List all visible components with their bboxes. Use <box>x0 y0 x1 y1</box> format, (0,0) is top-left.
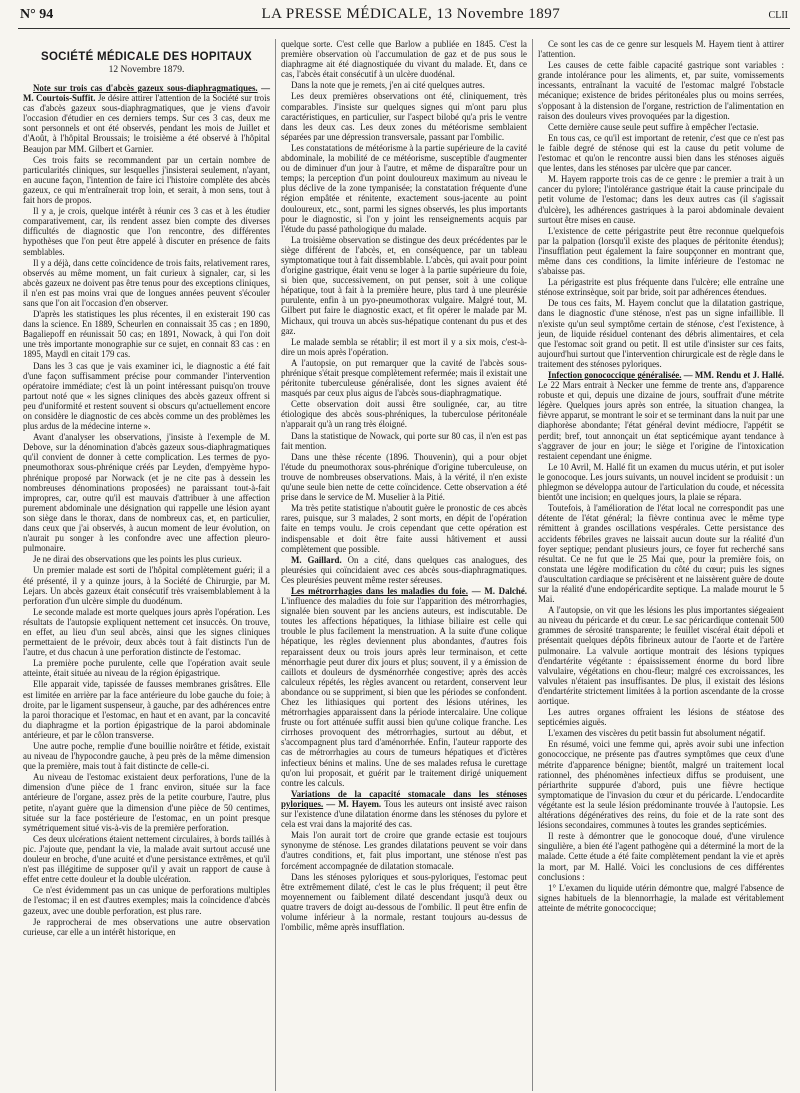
article-paragraph <box>281 586 527 788</box>
article-title: Note sur trois cas d'abcès gazeux sous-diaphragmatiques. <box>33 83 258 93</box>
journal-title-date: LA PRESSE MÉDICALE, 13 Novembre 1897 <box>261 6 561 22</box>
paragraph: quelque sorte. C'est celle que Barlow a publiée en 1845. C'est la première observation où l'accumulation de gaz et de pus sous le diaphragme ait été diagnostiquée du vivant du malade. Et, dans ce cas, l'abcès était consécutif à un ulcère duodénal. <box>281 39 527 80</box>
paragraph: Dans la statistique de Nowack, qui porte sur 80 cas, il n'en est pas fait mention. <box>281 430 527 451</box>
page-number: N° 94 <box>20 7 54 22</box>
paragraph: Ma très petite statistique n'aboutit guère le pronostic de ces abcès rares, puisque, sur 3 malades, 2 sont morts, en dépit de l'opération faite en temps voulu. Je crois cependant que cette opération est indispensable et doit être faite aussi hâtivement et aussi complètement que possible. <box>281 503 527 554</box>
column-1 <box>18 39 275 1091</box>
paragraph: Ces trois faits se recommandent par un certain nombre de particularités cliniques, sur lesquelles j'insisterai seulement, n'ayant, en aucune façon, l'intention de faire ici l'histoire complète des abcès gazeux, ce qui m'entraînerait trop loin, et serait, à mon sens, tout à fait hors de propos. <box>23 154 270 206</box>
paragraph: Cette observation doit aussi être soulignée, car, au titre étiologique des abcès sous-phréniques, la tuberculose péritonéale n'apparait qu'à un rang très éloigné. <box>281 399 527 430</box>
article-title: Variations de la capacité stomacale dans les sténoses pyloriques. <box>281 788 527 809</box>
article-paragraph <box>281 789 527 829</box>
paragraph: En résumé, voici une femme qui, après avoir subi une infection gonococcique, ne présente pas d'autres symptômes que ceux d'une métrite d'apparence bénigne; bientôt, malgré un traitement local rationnel, des phénomènes infectieux diffus se produisent, une périarthrite suppurée d'abord, puis une fièvre hectique symptomatique de l'invasion du cœur et du péricarde. L'endocardite végétante est la seule lésion prédominante trouvée à l'autopsie. Les altérations dégénératives des reins, du foie et de la rate sont des lésions secondaires, communes à toutes les grandes septicémies. <box>538 739 784 831</box>
paragraph: Le 10 Avril, M. Hallé fit un examen du mucus utérin, et put isoler le gonocoque. Les jours suivants, un nouvel incident se produisit : un phlegmon se développa autour de l'articulation du coude, et nécessita bientôt une incision; en quelques jours, la plaie se répara. <box>538 461 784 503</box>
article-text: On a cité, dans quelques cas analogues, des pleurésies qui coïncidaient avec ces abcès sous-diaphragmatiques. Ces pleurésies peuvent même rester séreuses. <box>281 554 528 585</box>
article-author: — M. Dalché. <box>471 585 528 596</box>
paragraph: Les deux premières observations ont été, cliniquement, très comparables. J'insiste sur quelques signes qui m'ont paru plus caractéristiques, en particulier, sur l'aspect bilobé qu'a pris le ventre dans les deux cas. Les deux zones du météorisme semblaient séparées par une dépression transversale, passant par l'ombilic. <box>281 91 527 142</box>
article-text: Tous les auteurs ont insisté avec raison sur l'existence d'une dilatation énorme dans les sténoses du pylore et cela est vrai dans la majorité des cas. <box>281 798 527 830</box>
article-paragraph <box>281 555 527 585</box>
article-text: Je désire attirer l'attention de la Société sur trois cas d'abcès gazeux sous-diaphragmatiques, que je viens d'avoir l'occasion d'étudier en ces derniers temps. Sur ces 3 cas, deux me sont personnels et ont été observés, pendant les mois de Juillet et d'Août, à l'hôpital Broussais; le troisième a été observé à l'hôpital Beaujon par MM. Gilbert et Garnier. <box>23 93 271 154</box>
folio-number: CLII <box>768 10 788 21</box>
paragraph: Les causes de cette faible capacité gastrique sont variables : grande intolérance pour les aliments, et, par suite, vomissements incessants, entraînant la vacuité de l'estomac malgré l'obstacle mécanique; existence de brides péritonéales plus ou moins serrées, s'opposant à la distension de l'organe, restriction de l'alimentation en raison des douleurs vives provoquées par la digestion. <box>538 60 784 121</box>
paragraph: De tous ces faits, M. Hayem conclut que la dilatation gastrique, dans le diagnostic d'une sténose, n'est pas un signe infaillible. Il n'existe qu'un seul symptôme certain de sténose, c'est l'existence, à jeun, de liquide résiduel contenant des débris alimentaires, et cela que l'estomac soit grand ou petit. Il est utile d'insister sur ces faits, aujourd'hui surtout que l'intervention chirurgicale est de règle dans le traitement des sténoses pyloriques. <box>538 298 784 369</box>
article-author: — M. Courtois-Suffit. <box>23 83 271 104</box>
paragraph: A l'autopsie, on vit que les lésions les plus importantes siégeaient au niveau du péricarde et du cœur. Le sac péricardique contenait 500 grammes de sérosité transparente; le feuillet viscéral était dépoli et présentait quelques dépôts fibrineux autour de l'aorte et de l'artère pulmonaire. La valvule aortique montrait des lésions typiques d'endartérite végétante : épaississement énorme du bord libre valvulaire, végétations en chou-fleur; malgré ces excroissances, les valvules n'étaient pas insuffisantes. De plus, il existait des lésions d'endartérite strictement limitées à la portion ascendante de la crosse aortique. <box>538 605 784 706</box>
article-paragraph <box>23 83 270 154</box>
paragraph: Dans la note que je remets, j'en ai cité quelques autres. <box>291 80 485 91</box>
paragraph: Toutefois, à l'amélioration de l'état local ne correspondit pas une détente de l'état général; la fièvre continua avec le même type rémittent à grandes oscillations vespérales. Cette persistance des accidents fébriles graves ne laissait aucun doute sur la réalité d'un foyer septique; pendant plusieurs jours, ce foyer fut recherché sans résultat. Ce ne fut que le 25 Mai que, pour la première fois, on constata une légère modification du côté du cœur; puis les signes d'auscultation cardiaque se précisèrent et ne laissèrent guère de doute sur la réalité d'une endopéricardite septique. La malade mourut le 5 Mai. <box>538 503 784 605</box>
paragraph: Au niveau de l'estomac existaient deux perforations, l'une de la dimension d'une pièce de 1 franc environ, située sur la face antérieure de l'organe, assez près de la petite courbure, l'autre, plus petite, n'ayant guère que la dimension d'une pièce de 50 centimes, située sur la face postérieure de l'estomac, en un point presque symétriquement situé vis-à-vis de la première perforation. <box>23 772 270 833</box>
page-header <box>18 6 790 29</box>
paragraph: Dans les 3 cas que je vais examiner ici, le diagnostic a été fait d'une façon suffisamment précise pour commander l'intervention opératoire immédiate; c'est là un point intéressant puisqu'on trouve partout noté que « les signes cliniques des abcès gazeux offrent si peu d'uniformité et restent souvent si obscurs qu'actuellement encore on considère le diagnostic de ces abcès comme un des problèmes les plus ardus de la médecine interne ». <box>23 360 270 432</box>
paragraph: Les constatations de météorisme à la partie supérieure de la cavité abdominale, la mobilité de ce météorisme, susceptible d'augmenter ou de diminuer d'un jour à l'autre, et même de disparaître pour un temps; la perception d'un point douloureux maximum au niveau le plus déclive de la zone tympanisée; la constatation fréquente d'une région empâtée et rénitente, exactement sous-jacente au point douloureux, etc., sont, parmi les signes observés, les plus importants pour le diagnostic, si l'on y joint les renseignements acquis par l'étude du passé pathologique du malade. <box>281 142 527 234</box>
text-columns <box>18 39 790 1091</box>
paragraph: Un premier malade est sorti de l'hôpital complètement guéri; il a été présenté, il y a quinze jours, à la Société de Chirurgie, par M. Lejars. Un abcès gazeux était consécutif très vraisemblablement à la perforation d'un ulcère simple du duodénum. <box>23 565 270 606</box>
paragraph: Le malade sembla se rétablir; il est mort il y a six mois, c'est-à-dire un mois après l'opération. <box>281 336 527 357</box>
paragraph: Ce n'est évidemment pas un cas unique de perforations multiples de l'estomac; il en est d'autres exemples; mais la coïncidence d'abcès gazeux, avec une double perforation, est plus rare. <box>23 885 270 916</box>
paragraph: Il y a, je crois, quelque intérêt à réunir ces 3 cas et à les étudier comparativement, car, ils rendent assez bien compte des diverses difficultés de diagnostic que l'on rencontre, des différentes hypothèses que l'on peut être appelé à discuter en présence de faits semblables. <box>23 206 270 257</box>
paragraph: Ce sont les cas de ce genre sur lesquels M. Hayem tient à attirer l'attention. <box>538 39 784 60</box>
paragraph: 1° L'examen du liquide utérin démontre que, malgré l'absence de signes habituels de la blennorrhagie, la malade est véritablement atteinte de métrite gonococcique; <box>538 882 784 913</box>
paragraph: La périgastrite est plus fréquente dans l'ulcère; elle entraîne une sténose extrinsèque, soit par bride, soit par adhérences étendues. <box>538 277 784 298</box>
article-paragraph <box>538 370 784 461</box>
paragraph: En tous cas, ce qu'il est important de retenir, c'est que ce n'est pas le faible degré de sténose qui est la cause du petit volume de l'estomac et qu'on le rencontre aussi bien dans les sténoses aiguës que lentes, dans les sténoses par ulcère que par cancer. <box>538 132 784 174</box>
paragraph: M. Hayem rapporte trois cas de ce genre : le premier a trait à un cancer du pylore; l'intolérance gastrique était la cause principale du petit volume de l'estomac; dans les deux autres cas (il s'agissait d'ulcère), les adhérences gastriques à la paroi abdominale devaient surtout être mises en cause. <box>538 174 784 225</box>
article-author: — M. Hayem. <box>326 798 382 809</box>
paragraph: Il y a déjà, dans cette coïncidence de trois faits, relativement rares, observés au même moment, un fait curieux à signaler, car, si les abcès gazeux ne doivent pas être tenus pour des exceptions cliniques, il n'en est pas moins vrai que de longues années peuvent s'écouler sans que l'on ait l'occasion d'en observer. <box>23 257 270 308</box>
paragraph: L'examen des viscères du petit bassin fut absolument négatif. <box>548 728 766 739</box>
paragraph: Elle apparait vide, tapissée de fausses membranes grisâtres. Elle est limitée en arrière par la face antérieure du lobe gauche du foie; à droite, par le ligament suspenseur, à gauche, par des adhérences entre la paroi thoracique et l'estomac, en haut et en avant, par la concavité du diaphragme et la portion épigastrique de la paroi abdominale antérieure, et par le côlon transverse. <box>23 679 270 740</box>
paragraph: Le seconde malade est morte quelques jours après l'opération. Les résultats de l'autopsie expliquent nettement cet insuccès. On trouve, en effet, au lieu d'un seul abcès, ainsi que les signes cliniques permettaient de le prévoir, deux abcès tout à fait distincts l'un de l'autre, et dus chacun à une perforation distincte de l'estomac. <box>23 606 270 658</box>
paragraph: Je rapprocherai de mes observations une autre observation curieuse, car elle a un intérêt historique, en <box>23 916 270 937</box>
article-text: L'influence des maladies du foie sur l'apparition des métrorrhagies, signalée bien souvent par les anciens auteurs, est indiscutable. De toutes les affections hépatiques, la lithiase biliaire est celle qui trouble le plus facilement la menstruation. A la suite d'une colique hépatique, les règles deviennent plus abondantes, d'autres fois reparaissent deux ou trois jours après leur terminaison, et cette ménorrhagie peut durer dix jours et plus; souvent, il y a émission de caillots et douleurs de dysménorrhée congestive; après des accès calculeux répétés, les règles avancent ou retardent, conservent leur abondance ou se suppriment, si bien que les périodes se confondent. Chez les lithiasiques qui portent des lésions utérines, les métrorrhagies apparaissent dans la période intercalaire. Une colique fruste ou fort atténuée suffit aussi bien qu'une colique franche. Les cirrhoses provoquent des métrorrhagies, surtout au début, et s'accompagnent plus tard d'aménorrhée. Enfin, l'auteur rapporte des cas de métrorrhagies au cours de tumeurs hépatiques et d'ictères infectieux bénins et malins. Une de ses malades refusa le curettage qu'on lui proposait, et guérit par le traitement dirigé uniquement contre les calculs. <box>281 596 527 788</box>
paragraph: Dans une thèse récente (1896. Thouvenin), qui a pour objet l'étude du pneumothorax sous-phrénique d'origine tuberculeuse, on trouve de nombreuses observations. Mais, à la vérité, il n'en existe qu'une seule bien nette de cette coïncidence. Cette observation a été prise dans le service de M. Muselier à la Pitié. <box>281 451 527 503</box>
paragraph: Je ne dirai des observations que les points les plus curieux. <box>33 554 242 565</box>
section-title: SOCIÉTÉ MÉDICALE DES HOPITAUX <box>40 51 253 63</box>
article-author: M. Gaillard. <box>291 554 342 565</box>
article-title: Infection gonococcique généralisée. <box>548 370 682 380</box>
column-3 <box>532 39 789 1091</box>
paragraph: Cette dernière cause seule peut suffire à empêcher l'ectasie. <box>548 121 759 132</box>
paragraph: L'existence de cette périgastrite peut être reconnue quelquefois par la palpation (lorsqu'il existe des plaques de péritonite étendus); l'insufflation peut également la faire soupçonner en montrant que, même dans ces conditions, la limite inférieure de l'estomac ne s'abaisse pas. <box>538 225 784 277</box>
paragraph: Avant d'analyser les observations, j'insiste à l'exemple de M. Debove, sur la dénomination d'abcès gazeux sous-diaphragmatiques qu'il convient de donner à cette complication. Les termes de pyo-pneumothorax sous-phrénique créés par Leyden, d'empyème hypo-phrénique proposé par Norwack (et je ne cite pas à dessein les nombreuses dénominations proposées) ne paraissant tout-à-fait impropres, car, outre qu'il est mauvais d'attribuer à une affection purement abdominale une désignation qui rappelle une lésion ayant son siège dans le thorax, dans de nombreux cas, et, en particulier, dans ceux que j'ai observés, à aucun moment de leur évolution, on n'aurait pu songer à les confondre avec une affection pleuro-pulmonaire. <box>23 432 270 554</box>
section-date: 12 Novembre 1879. <box>108 65 185 75</box>
paragraph: La première poche purulente, celle que l'opération avait seule atteinte, était située au niveau de la région épigastrique. <box>23 658 270 679</box>
article-text: Le 22 Mars entrait à Necker une femme de trente ans, d'apparence robuste et qui, depuis une dizaine de jours, souffrait d'une métrite légère. Quelques jours après son entrée, la situation changea, la fièvre apparut, se montrant le soir et se terminant dans la nuit par une diaphorèse abondante; l'état général devint médiocre, l'appétit se perdit; bref, tout annonçait un état septicémique ayant tendance à s'aggraver de jour en jour; le siège et l'origine de l'intoxication restaient cependant une énigme. <box>538 380 784 461</box>
article-author: — MM. Rendu et J. Hallé. <box>683 370 784 380</box>
paragraph: Ces deux ulcérations étaient nettement circulaires, à bords taillés à pic. J'ajoute que, pendant la vie, la malade avait surtout accusé une douleur en broche, d'une acuité et d'une persistance extrêmes, et qu'il n'est pas illégitime de supposer qu'il y avait un rapport de cause à effet entre cette douleur et la double ulcération. <box>23 833 270 885</box>
paragraph: Dans les sténoses pyloriques et sous-pyloriques, l'estomac peut être extrêmement dilaté, c'est le cas le plus fréquent; il peut être moyennement ou faiblement dilaté descendant jusqu'à deux ou quatre travers de doigt au-dessous de l'ombilic. Il peut être enfin de volume inférieur à la normale, restant toujours au-dessus de l'ombilic, même après insufflation. <box>281 871 527 933</box>
paragraph: Les autres organes offraient les lésions de stéatose des septicémies aiguës. <box>538 707 784 728</box>
paragraph: La troisième observation se distingue des deux précédentes par le siège différent de l'abcès, et, en conséquence, par un tableau symptomatique tout à fait dissemblable. L'abcès, qui avait pour point d'origine gastrique, était venu se loger à la partie supérieure du foie, si bien que, successivement, on put penser, soit à une colique hépatique, tout à fait à la première heure, plus tard à une pleurésie purulente, enfin à un pyo-pneumothorax vulgaire. Malgré tout, M. Gilbert put faire le diagnostic exact, et fit opérer le malade par M. Michaux, qui trouva un abcès sus-hépatique contenant du pus et des gaz. <box>281 234 527 336</box>
paragraph: Mais l'on aurait tort de croire que grande ectasie est toujours synonyme de sténose. Les grandes dilatations peuvent se voir dans d'autres conditions, et, fait plus important, une sténose n'est pas forcément accompagnée de dilatation stomacale. <box>281 830 527 871</box>
article-title: Les métrorrhagies dans les maladies du foie. <box>291 585 468 596</box>
paragraph: D'après les statistiques les plus récentes, il en existerait 190 cas dans la science. En 1889, Scheurlen en connaissait 35 cas ; en 1890, Bagaliepoff en réunissait 50 cas; en 1891, Nowack, à qui l'on doit une très importante monographie sur ce sujet, en connait 83 cas : en 1895, Maydl en citait 179 cas. <box>23 309 270 360</box>
paragraph: A l'autopsie, on put remarquer que la cavité de l'abcès sous-phrénique s'était presque complètement refermée; mais il existait une péritonite tuberculeuse généralisée, dont les signes avaient été masqués par ceux plus aigus de l'abcès sous-diaphragmatique. <box>281 357 527 399</box>
paragraph: Il reste à démontrer que le gonocoque doué, d'une virulence singulière, a bien été l'agent pathogène qui a déterminé la mort de la malade. Cette étude a été faite complètement pendant la vie et après la mort, par M. Hallé. Voici les conclusions de ces différentes conclusions : <box>538 831 784 882</box>
column-2 <box>275 39 532 1091</box>
paragraph: Une autre poche, remplie d'une bouillie noirâtre et fétide, existait au niveau de l'hypocondre gauche, à peu près de la même dimension que la première, mais tout à fait distincte de celle-ci. <box>23 741 270 772</box>
